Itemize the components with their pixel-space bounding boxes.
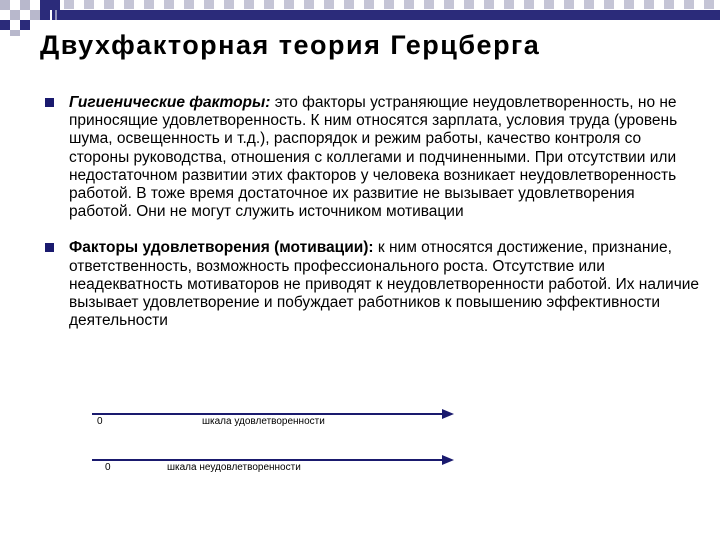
header-checker-square	[384, 0, 394, 9]
header-checker-square	[284, 0, 294, 9]
header-checker-square	[184, 0, 194, 9]
header-checker-square	[264, 0, 274, 9]
header-checker-square	[304, 0, 314, 9]
header-checker-square	[224, 0, 234, 9]
header-checker-square	[524, 0, 534, 9]
header-checker-square	[704, 0, 714, 9]
header-checker-square	[584, 0, 594, 9]
header-checker-square	[464, 0, 474, 9]
header-checker-square	[244, 0, 254, 9]
scale-label: шкала неудовлетворенности	[167, 462, 301, 473]
header-checker-square	[604, 0, 614, 9]
header-checker-square	[64, 0, 74, 9]
bullet-list	[40, 94, 700, 330]
square-bullet-icon	[45, 243, 54, 252]
header-checker-square	[624, 0, 634, 9]
header-checker-square	[644, 0, 654, 9]
header-checker-square	[424, 0, 434, 9]
header-checker-square	[684, 0, 694, 9]
bullet-heading: Факторы удовлетворения (мотивации):	[69, 239, 374, 257]
bullet-hygiene-factors	[40, 94, 700, 221]
header-checker-square	[344, 0, 354, 9]
header-checker-square	[164, 0, 174, 9]
scale-label: шкала удовлетворенности	[202, 416, 325, 427]
header-checker-square	[364, 0, 374, 9]
header-checker-square	[124, 0, 134, 9]
header-checker-square	[144, 0, 154, 9]
bullet-text: это факторы устраняющие неудовлетворенность, но не приносящие удовлетворенность. К ним относятся зарплата, условия труда (уровень шума, освещенность и т.д.), распорядок и режим работы, качество контроля со стороны руководства, отношения с коллегами и подчиненными. При отсутствии или недостаточном развитии этих факторов у человека возникает неудовлетворенность работой. В тоже время достаточное их развитие не вызывает удовлетворения работой. Они не могут служить источником мотивации	[69, 94, 678, 221]
scale-zero-label: 0	[97, 416, 103, 427]
header-checker-square	[204, 0, 214, 9]
header-checker-square	[544, 0, 554, 9]
slide-title: Двухфакторная теория Герцберга	[40, 30, 541, 60]
header-checker-square	[84, 0, 94, 9]
dissatisfaction-scale	[92, 454, 452, 473]
square-bullet-icon	[45, 98, 54, 107]
bullet-motivation-factors	[40, 239, 700, 330]
header-checker-square	[484, 0, 494, 9]
header-checker-square	[404, 0, 414, 9]
header-checker-square	[504, 0, 514, 9]
header-checker-square	[564, 0, 574, 9]
header-checker-square	[104, 0, 114, 9]
header-checker-square	[324, 0, 334, 9]
satisfaction-scale	[92, 408, 452, 427]
bullet-text: к ним относятся достижение, признание, ответственность, возможность профессионального роста. Отсутствие или неадекватность мотиваторов не приводят к неудовлетворенности работой. Их наличие вызывает удовлетворение и побуждает работников к повышению эффективности деятельности	[69, 239, 700, 330]
bullet-heading: Гигиенические факторы:	[69, 94, 271, 111]
header-checker-square	[444, 0, 454, 9]
header-checker-square	[664, 0, 674, 9]
scale-zero-label: 0	[105, 462, 111, 473]
